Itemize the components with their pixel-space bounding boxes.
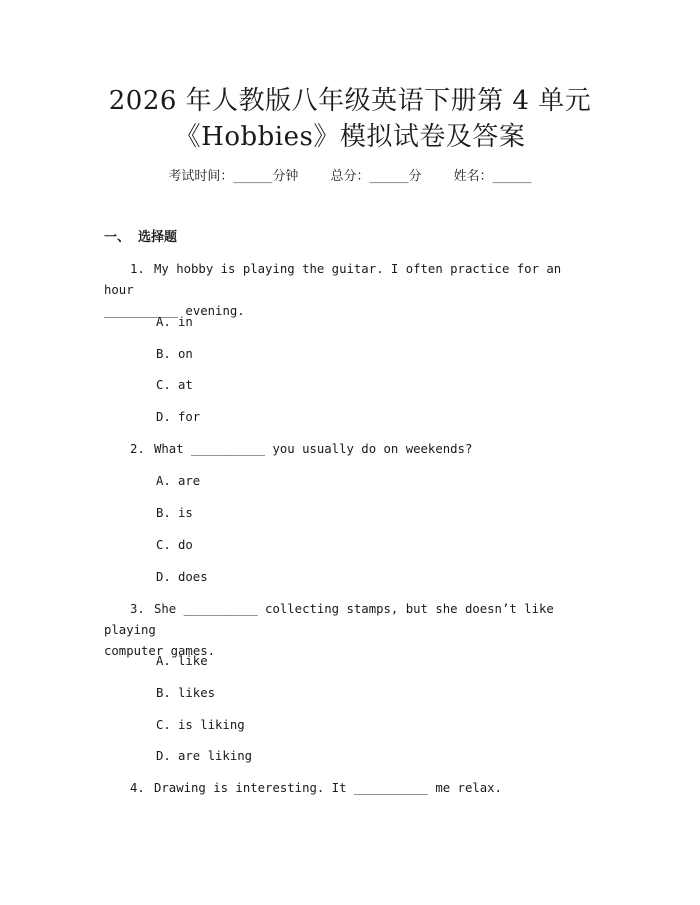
option-2b: [156, 503, 193, 524]
question-text-line: [104, 259, 594, 301]
question-number: 2.: [130, 442, 145, 456]
option-3a: [156, 651, 208, 672]
exam-name-field: 姓名：______: [453, 169, 532, 184]
question-text-continuation: computer games.: [104, 644, 216, 658]
question-text-line: [104, 599, 594, 641]
option-letter: B.: [156, 506, 171, 520]
option-text: at: [178, 378, 193, 392]
option-letter: A.: [156, 654, 171, 668]
question-text-line: [104, 778, 594, 799]
option-letter: A.: [156, 474, 171, 488]
option-text: does: [178, 570, 208, 584]
option-text: in: [178, 315, 193, 329]
option-text: is: [178, 506, 193, 520]
section-heading: [104, 229, 177, 247]
option-text: are liking: [178, 749, 253, 763]
option-letter: C.: [156, 378, 171, 392]
option-1c: [156, 375, 193, 396]
option-letter: A.: [156, 315, 171, 329]
option-1a: [156, 312, 193, 333]
section-label: 选择题: [138, 230, 178, 245]
question-number: 1.: [130, 262, 145, 276]
question-4: [104, 778, 594, 799]
option-text: do: [178, 538, 193, 552]
document-title-line-1: 2026 年人教版八年级英语下册第 4 单元: [108, 86, 592, 116]
option-2c: [156, 535, 193, 556]
option-3b: [156, 683, 215, 704]
question-stem: My hobby is playing the guitar. I often practice for an hour: [104, 262, 562, 297]
option-letter: B.: [156, 347, 171, 361]
option-2a: [156, 471, 200, 492]
option-3d: [156, 746, 252, 767]
question-stem: What __________ you usually do on weekends?: [154, 442, 473, 456]
option-letter: C.: [156, 538, 171, 552]
option-text: on: [178, 347, 193, 361]
option-letter: D.: [156, 570, 171, 584]
option-letter: D.: [156, 749, 171, 763]
option-3c: [156, 715, 245, 736]
option-1d: [156, 407, 200, 428]
exam-score-field: 总分：______分: [330, 169, 422, 184]
option-text: likes: [178, 686, 216, 700]
option-text: are: [178, 474, 201, 488]
question-text-continuation: __________ evening.: [104, 304, 245, 318]
exam-time-field: 考试时间：______分钟: [168, 169, 299, 184]
section-number: 一、: [104, 230, 131, 245]
question-stem: Drawing is interesting. It __________ me relax.: [154, 781, 502, 795]
document-title-line-2: 《Hobbies》模拟试卷及答案: [174, 122, 526, 152]
question-2: [104, 439, 594, 460]
option-letter: B.: [156, 686, 171, 700]
option-2d: [156, 567, 208, 588]
option-text: like: [178, 654, 208, 668]
question-number: 3.: [130, 602, 145, 616]
question-stem: She __________ collecting stamps, but she doesn’t like playing: [104, 602, 554, 637]
question-text-line: [104, 439, 594, 460]
exam-meta: [0, 168, 700, 186]
option-text: for: [178, 410, 201, 424]
option-1b: [156, 344, 193, 365]
option-letter: D.: [156, 410, 171, 424]
option-letter: C.: [156, 718, 171, 732]
option-text: is liking: [178, 718, 245, 732]
question-number: 4.: [130, 781, 145, 795]
